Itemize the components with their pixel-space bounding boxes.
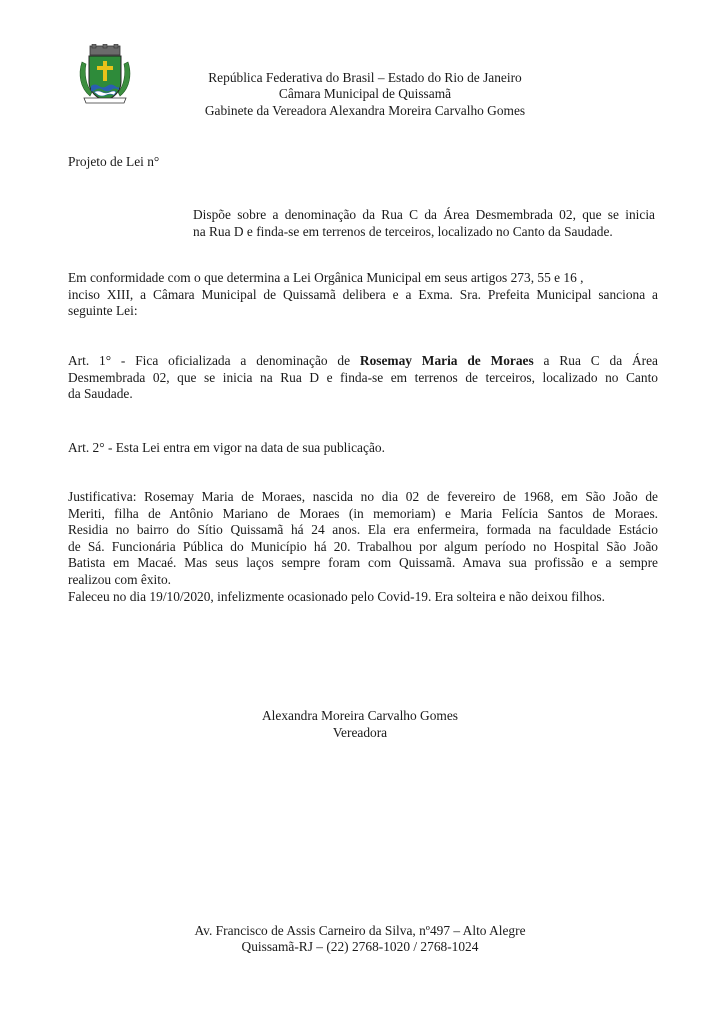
preamble-line: seguinte Lei: — [68, 303, 138, 319]
article-1-after-name: a Rua C da Área — [533, 353, 658, 368]
summary-line: na Rua D e finda-se em terrenos de terceiros, localizado no Canto da Saudade. — [193, 223, 613, 239]
justification-line: Meriti, filha de Antônio Mariano de Moraes (in memoriam) e Maria Felícia Santos de Moraes. — [68, 505, 658, 521]
article-1-line — [68, 353, 658, 370]
justification-line: Faleceu no dia 19/10/2020, infelizmente ocasionado pelo Covid-19. Era solteira e não deixou filhos. — [68, 588, 605, 604]
project-title: Projeto de Lei n° — [68, 154, 160, 169]
signature-block — [200, 708, 520, 741]
footer-contact: Quissamã-RJ – (22) 2768-1020 / 2768-1024 — [241, 939, 479, 955]
article-1-line: da Saudade. — [68, 386, 133, 402]
footer-address: Av. Francisco de Assis Carneiro da Silva, nº497 – Alto Alegre — [194, 923, 526, 938]
article-1-intro: Fica oficializada a denominação de — [125, 353, 360, 368]
municipal-coat-of-arms-icon — [78, 44, 132, 104]
signatory-name: Alexandra Moreira Carvalho Gomes — [262, 708, 458, 723]
preamble-line: Em conformidade com o que determina a Lei Orgânica Municipal em seus artigos 273, 55 e 16 , — [68, 270, 584, 285]
header-office: Gabinete da Vereadora Alexandra Moreira Carvalho Gomes — [204, 102, 526, 118]
justification-line: Justificativa: Rosemay Maria de Moraes, nascida no dia 02 de fevereiro de 1968, em São João de — [68, 489, 658, 504]
honoree-name: Rosemay Maria de Moraes — [359, 353, 534, 368]
article-1 — [68, 353, 658, 403]
justification-line: realizou com êxito. — [68, 571, 171, 587]
document-header — [150, 70, 580, 119]
preamble-line: inciso XIII, a Câmara Municipal de Quissamã delibera e a Exma. Sra. Prefeita Municipal sanciona a — [68, 286, 658, 302]
justification-line: Batista em Macaé. Mas seus laços sempre foram com Quissamã. Amava sua profissão e a sempre — [68, 555, 658, 571]
header-chamber: Câmara Municipal de Quissamã — [278, 86, 452, 102]
signatory-role: Vereadora — [332, 724, 388, 740]
summary-line: Dispõe sobre a denominação da Rua C da Área Desmembrada 02, que se inicia — [193, 207, 655, 222]
article-1-line: Desmembrada 02, que se inicia na Rua D e finda-se em terrenos de terceiros, localizado no Canto — [68, 369, 658, 385]
justification-line: Residia no bairro do Sítio Quissamã há 24 anos. Ela era enfermeira, formada na faculdade Estácio — [68, 522, 658, 538]
article-2: Art. 2° - Esta Lei entra em vigor na data de sua publicação. — [68, 440, 385, 455]
preamble-paragraph — [68, 270, 658, 320]
summary-paragraph — [193, 207, 655, 240]
document-footer — [140, 923, 580, 956]
justification-paragraph — [68, 489, 658, 605]
justification-line: de Sá. Funcionária Pública do Município há 20. Trabalhou por algum período no Hospital São João — [68, 538, 658, 554]
header-republic: República Federativa do Brasil – Estado do Rio de Janeiro — [208, 70, 522, 85]
article-1-label: Art. 1° - — [68, 353, 126, 368]
